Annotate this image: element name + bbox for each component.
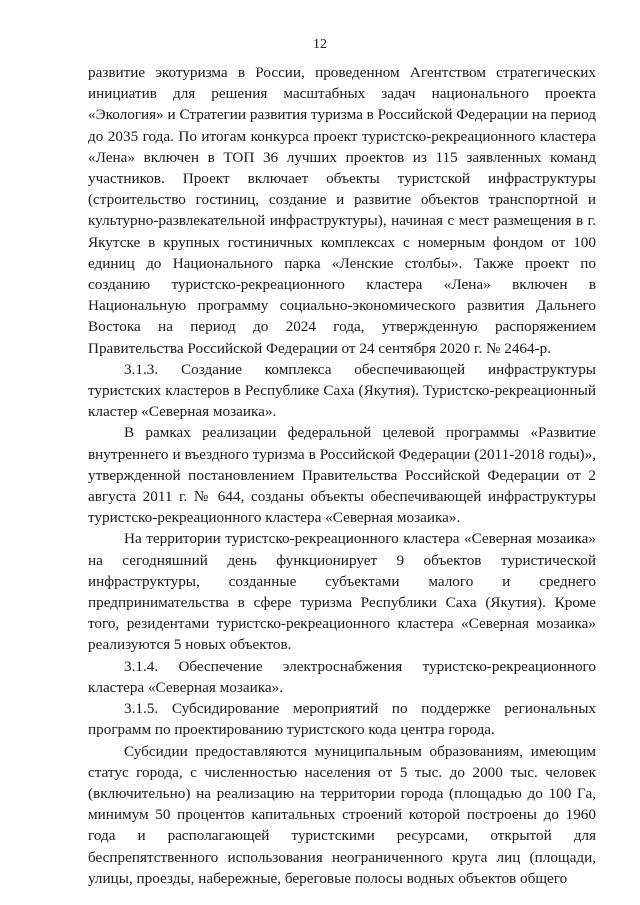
paragraph-federal-program: В рамках реализации федеральной целевой программы «Развитие внутреннего и въездного туризма в Российской Федерации (2011-2018 годы)», утвержденной постановлением Правительства Российской Федерации от 2 августа 2011 г. № 644, созданы объекты обеспечивающей инфраструктуры туристско-рекреационного кластера «Северная мозаика». — [88, 424, 596, 527]
paragraph-ecotourism-lena: развитие экотуризма в России, проведенном Агентством стратегических инициатив для решения масштабных задач национального проекта «Экология» и Стратегии развития туризма в Российской Федерации на период до 2035 года. По итогам конкурса проект туристско-рекреационного кластера «Лена» включен в ТОП 36 лучших проектов из 115 заявленных команд участников. Проект включает объекты туристской инфраструктуры (строительство гостиниц, создание и развитие объектов транспортной и культурно-развлекательной инфраструктуры), начиная с мест размещения в г. Якутске в крупных гостиничных комплексах с номерным фондом от 100 единиц до Национального парка «Ленские столбы». Также проект по созданию туристско-рекреационного кластера «Лена» включен в Национальную программу социально-экономического развития Дальнего Востока на период до 2024 года, утвержденную распоряжением Правительства Российской Федерации от 24 сентября 2020 г. № 2464-р. — [88, 64, 596, 357]
paragraph-subsidies: Субсидии предоставляются муниципальным образованиям, имеющим статус города, с численностью населения от 5 тыс. до 2000 тыс. человек (включительно) на реализацию на территории города (площадью до 100 Га, минимум 50 процентов капитальных строений которой построены до 1960 года и располагающей туристскими ресурсами, открытой для беспрепятственного использования неограниченного круга лиц (площади, улицы, проезды, набережные, береговые полосы водных объектов общего — [88, 742, 596, 887]
document-body — [88, 62, 596, 889]
paragraph-3-1-4-heading: 3.1.4. Обеспечение электроснабжения туристско-рекреационного кластера «Северная мозаика». — [88, 657, 596, 696]
page-number: 12 — [313, 37, 327, 52]
paragraph-northern-mosaic-objects: На территории туристско-рекреационного кластера «Северная мозаика» на сегодняшний день функционирует 9 объектов туристической инфраструктуры, созданные субъектами малого и среднего предпринимательства в сфере туризма Республики Саха (Якутия). Кроме того, резидентами туристско-рекреационного кластера «Северная мозаика» реализуются 5 новых объектов. — [88, 530, 596, 654]
paragraph-3-1-3-heading: 3.1.3. Создание комплекса обеспечивающей инфраструктуры туристских кластеров в Республике Саха (Якутия). Туристско-рекреационный кластер «Северная мозаика». — [88, 360, 596, 421]
paragraph-3-1-5-heading: 3.1.5. Субсидирование мероприятий по поддержке региональных программ по проектированию туристского кода центра города. — [88, 700, 596, 739]
